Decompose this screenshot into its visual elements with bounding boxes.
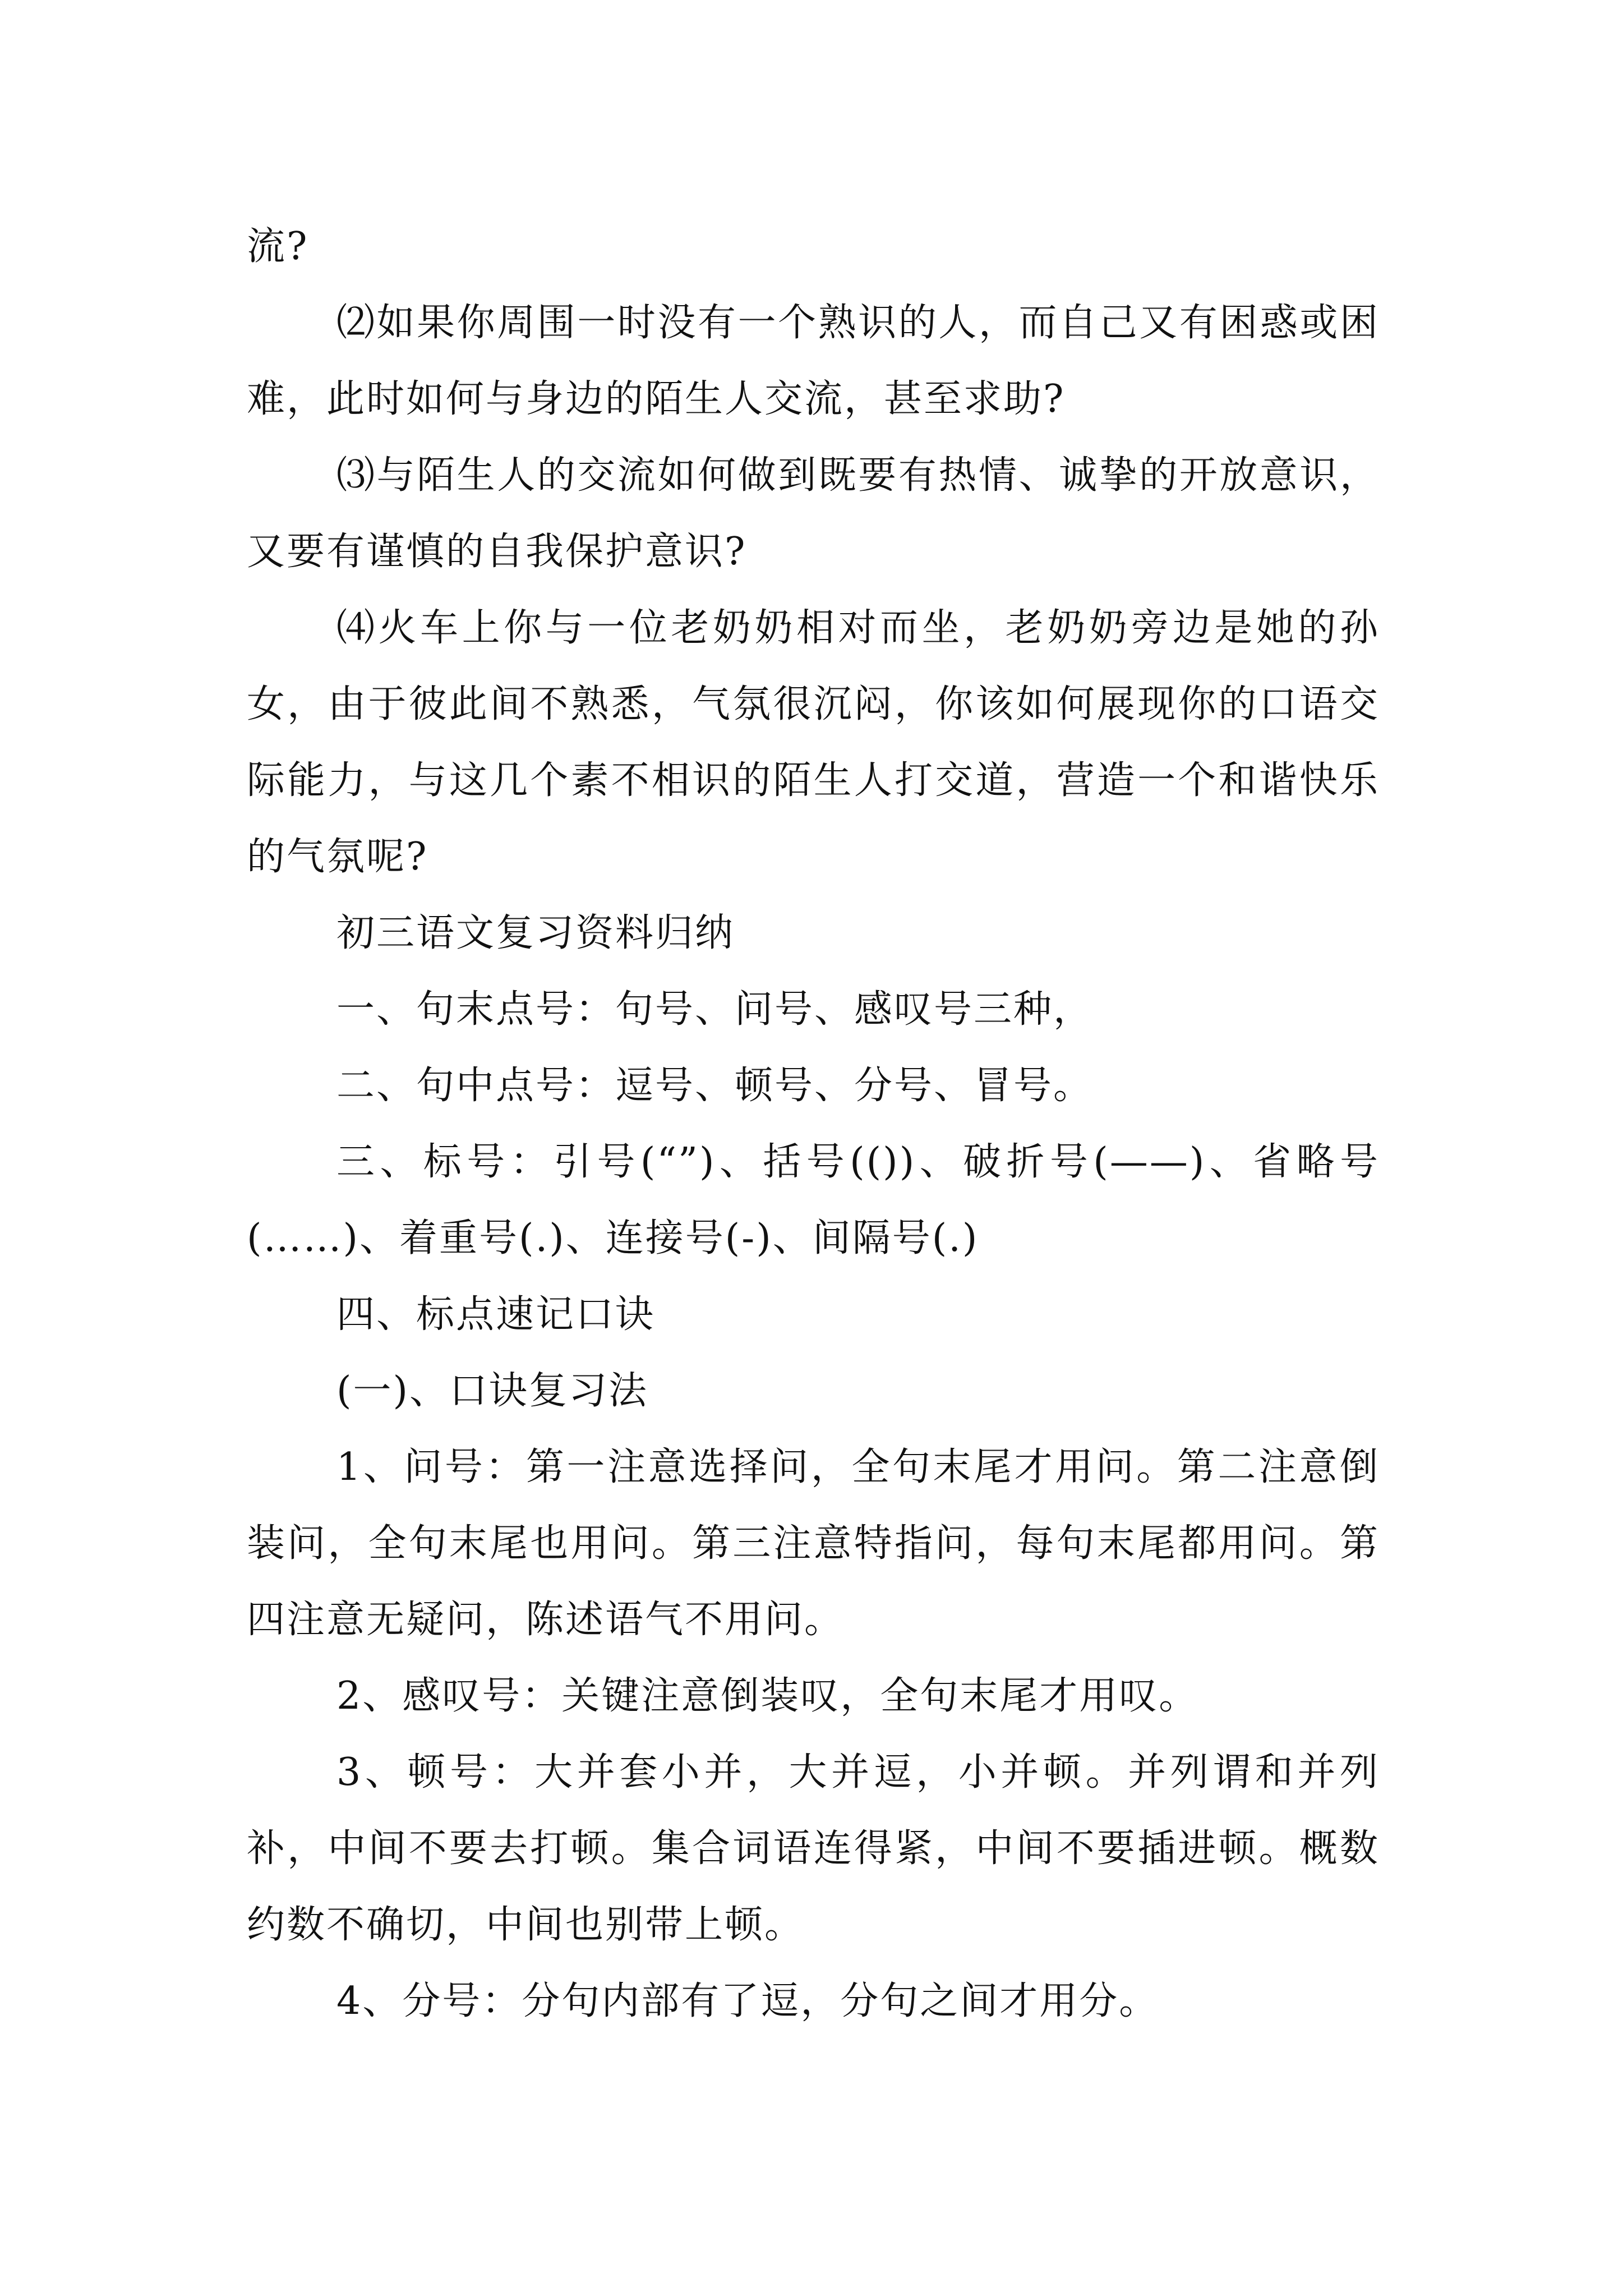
paragraph-question-4: ⑷火车上你与一位老奶奶相对而坐，老奶奶旁边是她的孙女，由于彼此间不熟悉，气氛很沉闷，你该如何展现你的口语交际能力，与这几个素不相识的陌生人打交道，营造一个和谐快乐的气氛呢? [247,606,1380,879]
paragraph-mnemonic-heading: 四、标点速记口诀 [336,1292,656,1337]
paragraph-semicolon-rule: 4、分号：分句内部有了逗，分句之间才用分。 [336,1979,1159,2023]
paragraph-question-2: ⑵如果你周围一时没有一个熟识的人，而自己又有困惑或困难，此时如何与身边的陌生人交流，甚至求助? [247,301,1380,421]
paragraph-marks-list: 三、标号：引号(“”)、括号(())、破折号(——)、省略号(……)、着重号(.)、连接号(-)、间隔号(.) [247,1140,1380,1260]
paragraph-enumeration-comma-rule: 3、顿号：大并套小并，大并逗，小并顿。并列谓和并列补，中间不要去打顿。集合词语连得紧，中间不要插进顿。概数约数不确切，中间也别带上顿。 [247,1750,1380,1947]
paragraph-exclamation-rule: 2、感叹号：关键注意倒装叹，全句末尾才用叹。 [336,1674,1199,1718]
paragraph-question-mark-rule: 1、问号：第一注意选择问，全句末尾才用问。第二注意倒装问，全句末尾也用问。第三注意特指问，每句末尾都用问。第四注意无疑问，陈述语气不用问。 [247,1445,1380,1642]
paragraph-mnemonic-method: (一)、口诀复习法 [336,1369,649,1413]
section-heading: 初三语文复习资料归纳 [336,911,735,955]
paragraph-sentence-end-marks: 一、句末点号：句号、问号、感叹号三种， [336,987,1094,1032]
paragraph-question-3: ⑶与陌生人的交流如何做到既要有热情、诚挚的开放意识，又要有谨慎的自我保护意识? [247,453,1380,574]
paragraph-continuation: 流? [247,224,309,269]
paragraph-mid-sentence-marks: 二、句中点号：逗号、顿号、分号、冒号。 [336,1064,1094,1108]
document-body [247,209,1380,2040]
